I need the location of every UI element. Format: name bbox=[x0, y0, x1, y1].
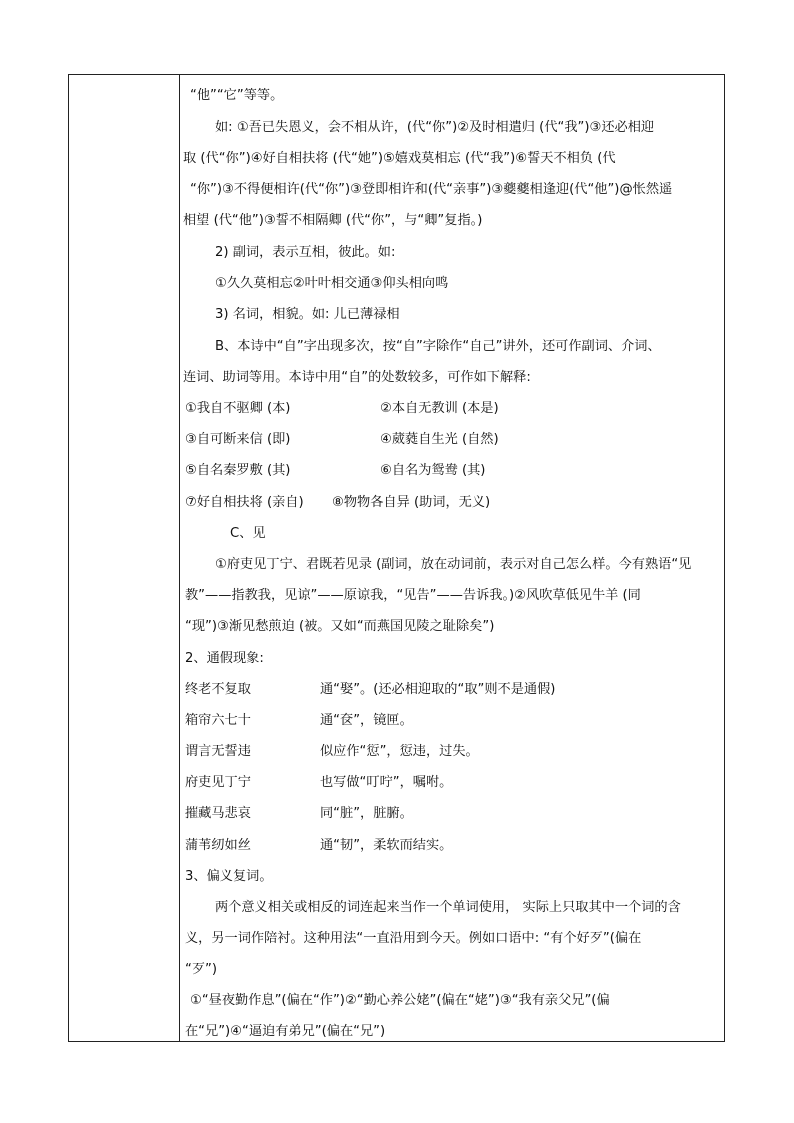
tongjia-word: 摧藏马悲哀 bbox=[185, 806, 251, 821]
text-line: “他”“它”等等。 bbox=[190, 88, 284, 103]
text-line: “现”)③渐见愁煎迫 (被。又如“而燕国见陵之耻除矣”) bbox=[185, 619, 495, 634]
tongjia-note: 通“奁”，镜匣。 bbox=[320, 713, 413, 728]
tongjia-note: 通“娶”。(还必相迎取的“取”则不是通假) bbox=[320, 682, 556, 697]
tongjia-word: 箱帘六七十 bbox=[185, 713, 251, 728]
text-line: 3) 名词，相貌。如: 儿已薄禄相 bbox=[215, 307, 400, 322]
zi-item: ⑧物物各自异 (助词，无义) bbox=[332, 495, 491, 510]
text-line: ①府吏见丁宁、君既若见录 (副词，放在动词前，表示对自己怎么样。今有熟语“见 bbox=[215, 557, 692, 572]
text-line: 教”——指教我，见谅”——原谅我，“见告”——告诉我。)②风吹草低见牛羊 (同 bbox=[185, 588, 641, 603]
tongjia-note: 通“韧”，柔软而结实。 bbox=[320, 838, 453, 853]
text-line: “歹”) bbox=[185, 962, 217, 977]
tongjia-note: 似应作“愆”，愆违，过失。 bbox=[320, 744, 479, 759]
text-line: 义，另一词作陪衬。这种用法“一直沿用到今天。例如口语中: “有个好歹”(偏在 bbox=[185, 931, 642, 946]
text-line: 两个意义相关或相反的词连起来当作一个单词使用， 实际上只取其中一个词的含 bbox=[215, 900, 681, 915]
section-heading: C、见 bbox=[230, 526, 266, 541]
zi-item: ③自可断来信 (即) bbox=[185, 432, 291, 447]
tongjia-note: 也写做“叮咛”，嘱咐。 bbox=[320, 775, 453, 790]
zi-item: ④葳蕤自生光 (自然) bbox=[380, 432, 499, 447]
zi-item: ⑤自名秦罗敷 (其) bbox=[185, 463, 291, 478]
section-heading: 2、通假现象: bbox=[185, 651, 264, 666]
zi-item: ②本自无教训 (本是) bbox=[380, 401, 499, 416]
tongjia-word: 终老不复取 bbox=[185, 682, 251, 697]
content-table bbox=[68, 74, 725, 1042]
zi-item: ⑥自名为鸳鸯 (其) bbox=[380, 463, 486, 478]
text-line: 在“兄”)④“逼迫有弟兄”(偏在“兄”) bbox=[185, 1024, 386, 1039]
zi-item: ①我自不驱卿 (本) bbox=[185, 401, 291, 416]
text-line: 相望 (代“他”)③誓不相隔卿 (代“你”，与“卿”复指。) bbox=[183, 213, 483, 228]
text-line: B、本诗中“自”字出现多次，按“自”字除作“自己”讲外，还可作副词、介词、 bbox=[215, 339, 661, 354]
text-line: ①久久莫相忘②叶叶相交通③仰头相向鸣 bbox=[215, 276, 449, 291]
text-line: 2) 副词，表示互相，彼此。如: bbox=[215, 245, 396, 260]
tongjia-word: 蒲苇纫如丝 bbox=[185, 838, 251, 853]
text-line: “你”)③不得便相许(代“你”)③登即相许和(代“亲事”)③夔夔相逢迎(代“他”)@怅然遥 bbox=[190, 182, 673, 197]
section-heading: 3、偏义复词。 bbox=[185, 869, 273, 884]
text-line: ①“昼夜勤作息”(偏在“作”)②“勤心养公姥”(偏在“姥”)③“我有亲父兄”(偏 bbox=[190, 993, 610, 1008]
tongjia-note: 同“脏”，脏腑。 bbox=[320, 806, 413, 821]
text-line: 连词、助词等用。本诗中用“自”的处数较多，可作如下解释: bbox=[183, 370, 531, 385]
text-line: 如: ①吾已失恩义，会不相从许，(代“你”)②及时相遣归 (代“我”)③还必相迎 bbox=[215, 120, 655, 135]
tongjia-word: 谓言无誓违 bbox=[185, 744, 251, 759]
tongjia-word: 府吏见丁宁 bbox=[185, 775, 251, 790]
zi-item: ⑦好自相扶将 (亲自) bbox=[185, 495, 304, 510]
text-line: 取 (代“你”)④好自相扶将 (代“她”)⑤嬉戏莫相忘 (代“我”)⑥誓天不相负 (代 bbox=[183, 151, 616, 166]
content-cell bbox=[180, 75, 724, 1041]
